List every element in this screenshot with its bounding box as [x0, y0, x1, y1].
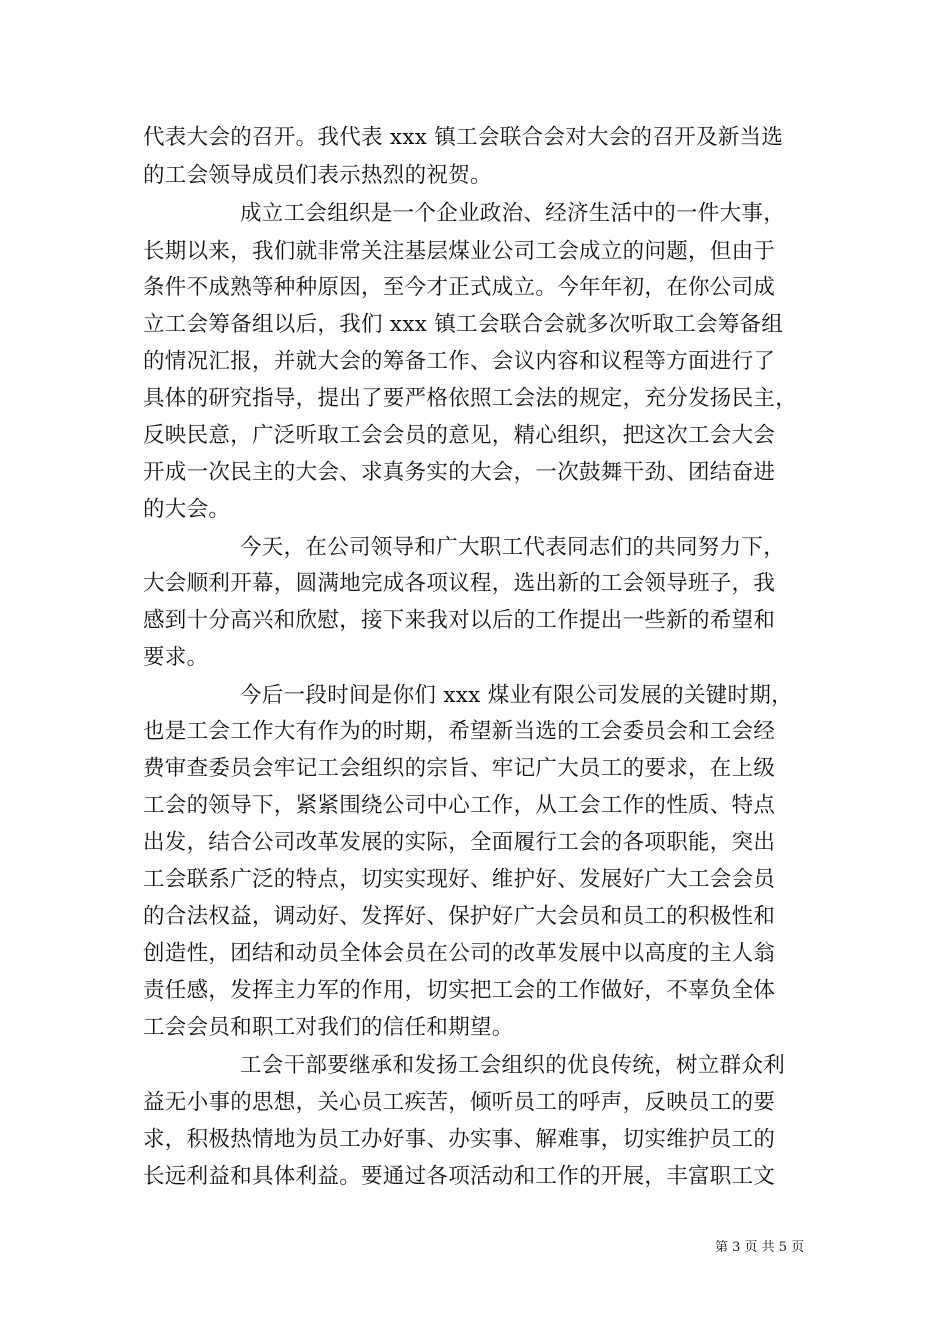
text-line: 创造性，团结和动员全体会员在公司的改革发展中以高度的主人翁 [143, 941, 776, 966]
text-line: 的大会。 [143, 497, 231, 522]
text-line: 求，积极热情地为员工办好事、办实事、解难事，切实维护员工的 [143, 1127, 776, 1152]
text-line: 长期以来，我们就非常关注基层煤业公司工会成立的问题，但由于 [143, 239, 776, 264]
page-number: 第 3 页 共 5 页 [715, 1240, 805, 1255]
text-line: 要求。 [143, 645, 209, 670]
text-line: 工会的领导下，紧紧围绕公司中心工作，从工会工作的性质、特点 [143, 793, 776, 818]
text-line: 具体的研究指导，提出了要严格依照工会法的规定，充分发扬民主， [143, 386, 798, 411]
text-line: 大会顺利开幕，圆满地完成各项议程，选出新的工会领导班子，我 [143, 571, 776, 596]
text-line: 条件不成熟等种种原因，至今才正式成立。今年年初，在你公司成 [143, 275, 776, 300]
paragraph-start-line: 今天，在公司领导和广大职工代表同志们的共同努力下， [240, 535, 786, 560]
text-line: 代表大会的召开。我代表 xxx 镇工会联合会对大会的召开及新当选 [143, 125, 784, 150]
paragraph-start-line: 工会干部要继承和发扬工会组织的优良传统，树立群众利 [240, 1053, 786, 1078]
text-line: 立工会筹备组以后，我们 xxx 镇工会联合会就多次听取工会筹备组 [143, 312, 784, 337]
text-line: 责任感，发挥主力军的作用，切实把工会的工作做好，不辜负全体 [143, 978, 776, 1003]
text-line: 工会会员和职工对我们的信任和期望。 [143, 1015, 514, 1040]
text-line: 出发，结合公司改革发展的实际，全面履行工会的各项职能，突出 [143, 830, 776, 855]
text-line: 费审查委员会牢记工会组织的宗旨、牢记广大员工的要求，在上级 [143, 756, 776, 781]
text-line: 长远利益和具体利益。要通过各项活动和工作的开展，丰富职工文 [143, 1164, 776, 1189]
text-line: 的工会领导成员们表示热烈的祝贺。 [143, 163, 492, 188]
text-line: 的情况汇报，并就大会的筹备工作、会议内容和议程等方面进行了 [143, 349, 776, 374]
paragraph-start-line: 今后一段时间是你们 xxx 煤业有限公司发展的关键时期， [240, 683, 793, 708]
text-line: 开成一次民主的大会、求真务实的大会，一次鼓舞干劲、团结奋进 [143, 460, 776, 485]
text-line: 的合法权益，调动好、发挥好、保护好广大会员和员工的积极性和 [143, 904, 776, 929]
text-line: 工会联系广泛的特点，切实实现好、维护好、发展好广大工会会员 [143, 867, 776, 892]
text-line: 反映民意，广泛听取工会会员的意见，精心组织，把这次工会大会 [143, 423, 776, 448]
text-line: 益无小事的思想，关心员工疾苦，倾听员工的呼声，反映员工的要 [143, 1090, 776, 1115]
text-line: 感到十分高兴和欣慰，接下来我对以后的工作提出一些新的希望和 [143, 608, 776, 633]
paragraph-start-line: 成立工会组织是一个企业政治、经济生活中的一件大事， [240, 201, 786, 226]
text-line: 也是工会工作大有作为的时期，希望新当选的工会委员会和工会经 [143, 719, 776, 744]
